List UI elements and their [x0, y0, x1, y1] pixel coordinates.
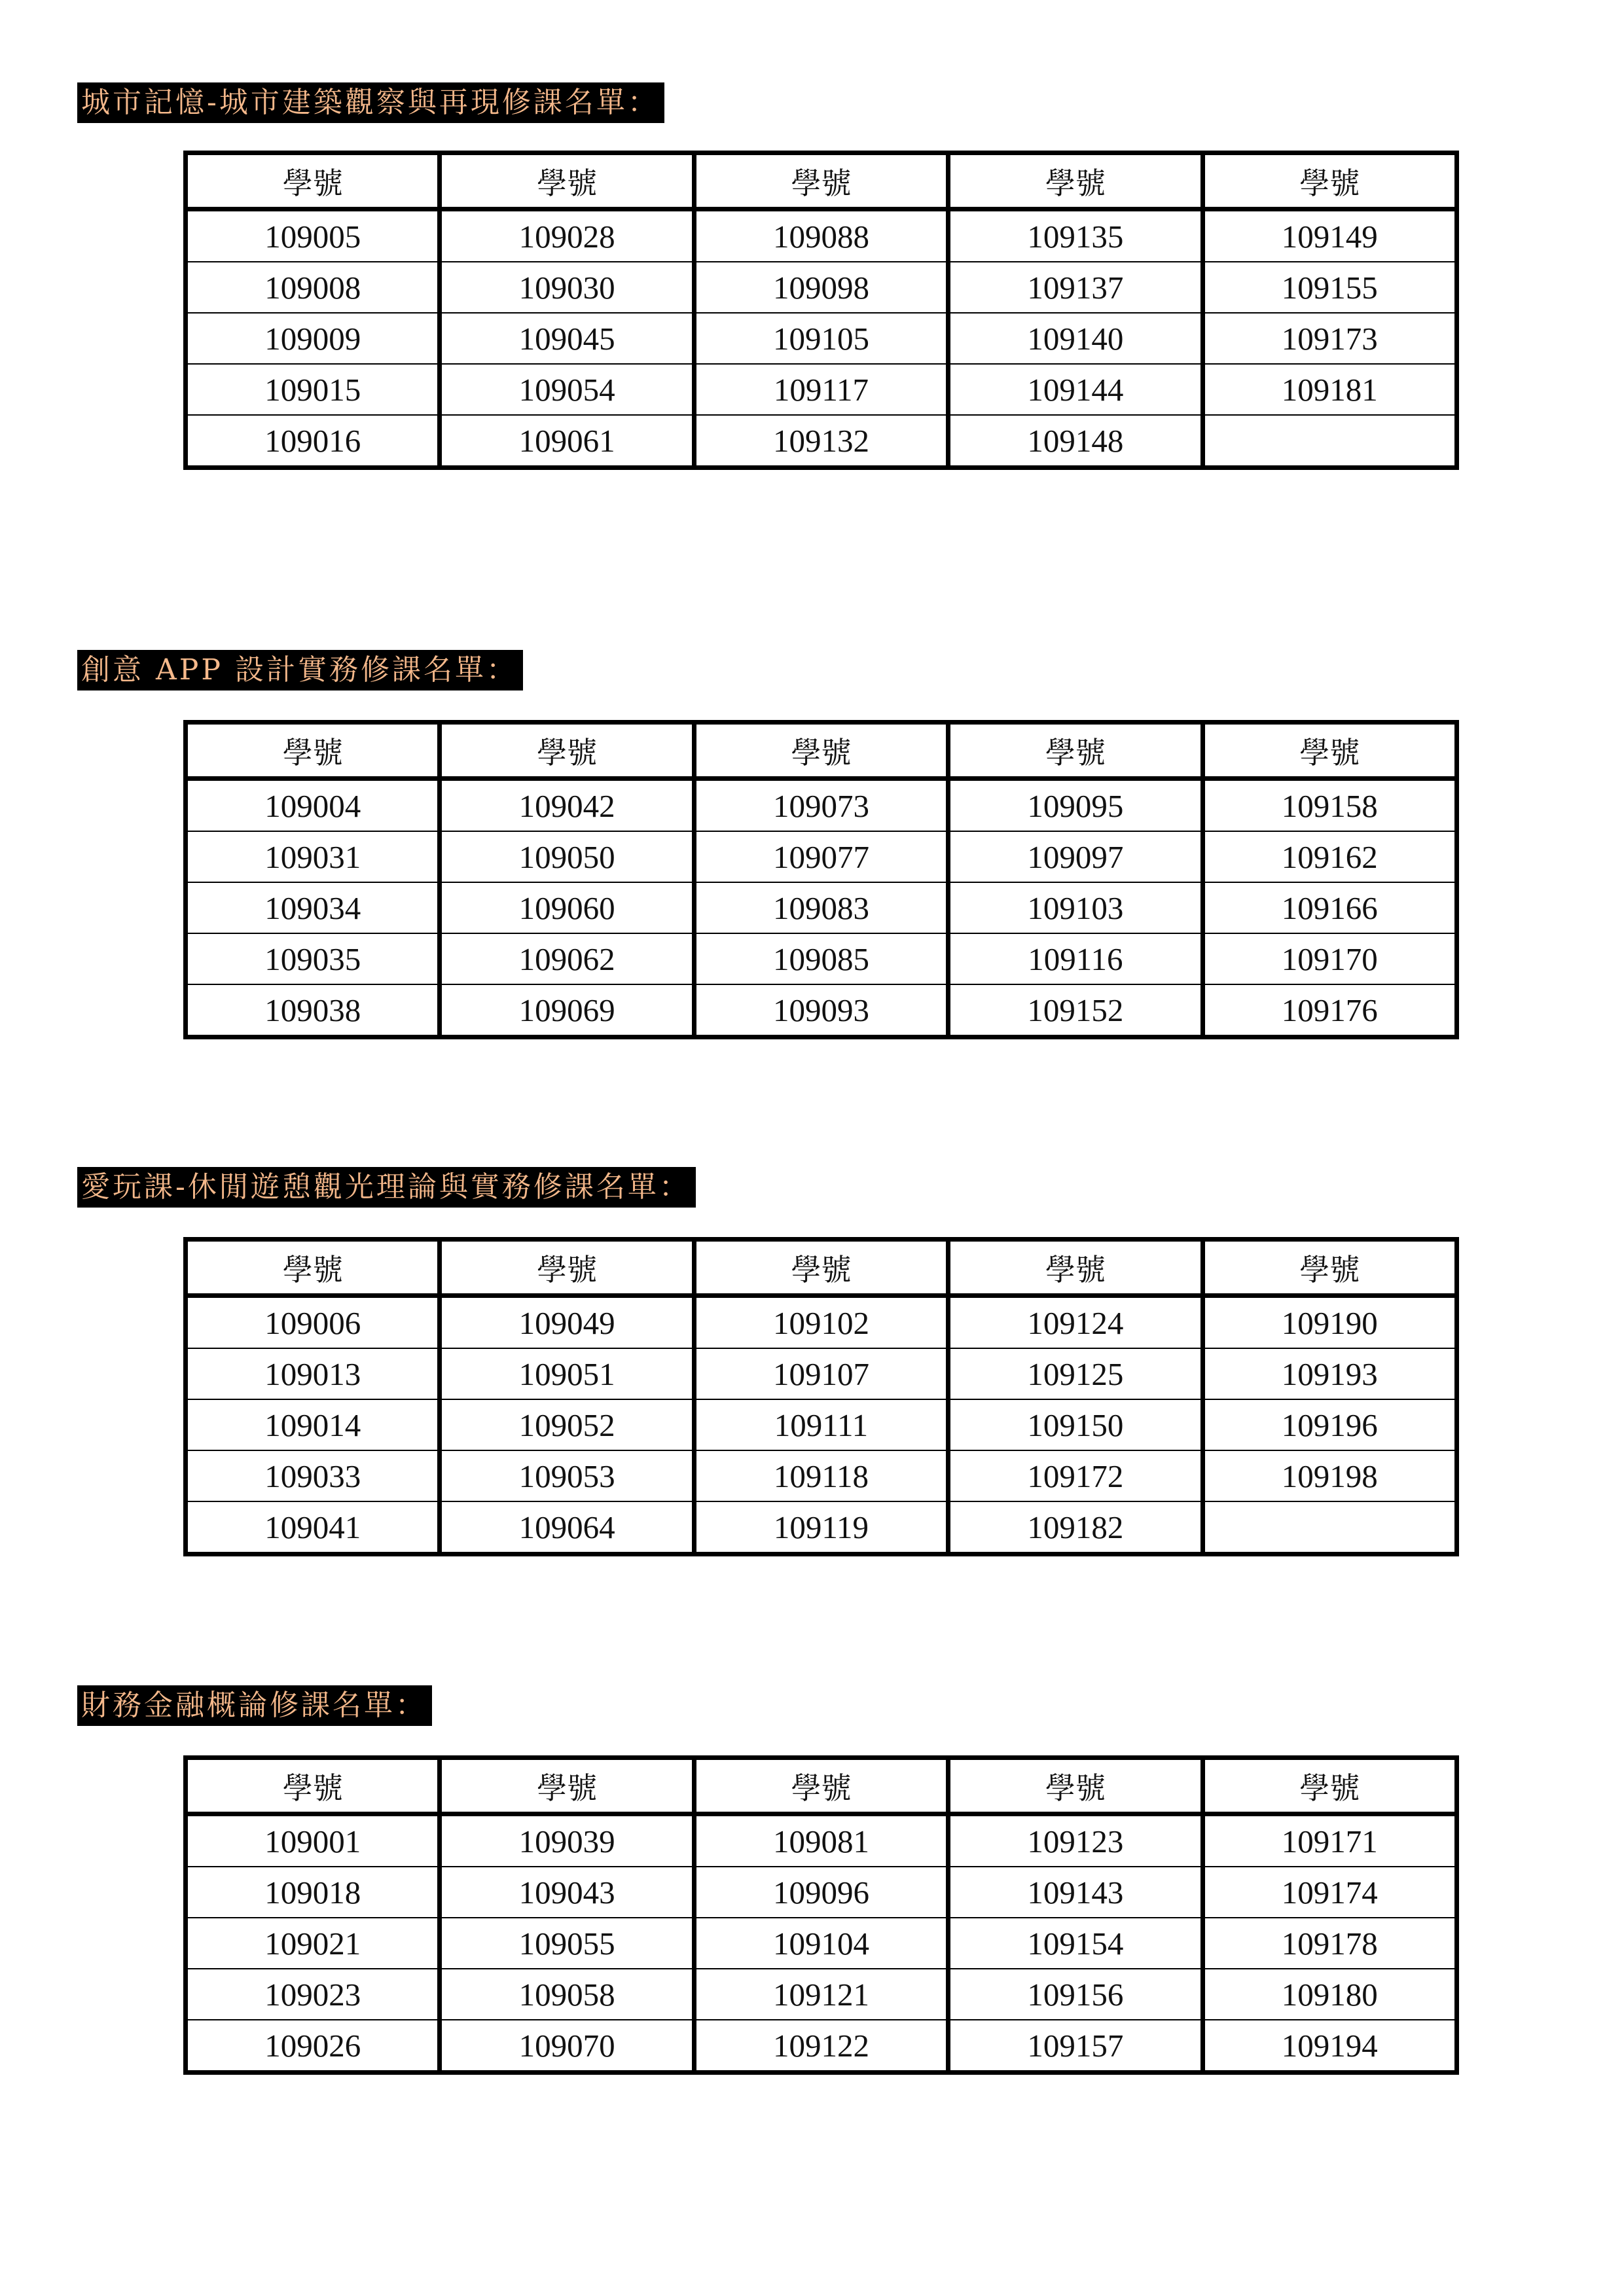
student-id-cell: 109045 — [440, 313, 694, 364]
student-id-cell: 109181 — [1202, 364, 1456, 415]
column-header: 學號 — [1202, 1240, 1456, 1296]
column-header: 學號 — [948, 1758, 1202, 1814]
header-row — [186, 1240, 1457, 1296]
student-id-cell: 109174 — [1202, 1867, 1456, 1918]
table-row — [186, 1918, 1457, 1969]
student-id-cell: 109004 — [264, 787, 361, 824]
section-title: 財務金融概論修課名單： — [77, 1685, 432, 1726]
student-id-cell: 109042 — [440, 779, 694, 832]
table-row — [186, 1501, 1457, 1554]
column-header: 學號 — [186, 153, 440, 209]
student-id-cell: 109033 — [186, 1450, 440, 1501]
table-row — [186, 262, 1457, 313]
column-header: 學號 — [1202, 1758, 1456, 1814]
student-id-cell: 109060 — [440, 882, 694, 933]
roster-table — [183, 720, 1459, 1039]
student-id-cell: 109051 — [440, 1348, 694, 1399]
student-id-cell: 109049 — [440, 1296, 694, 1349]
student-id-cell: 109050 — [440, 831, 694, 882]
student-id-cell: 109062 — [440, 933, 694, 984]
student-id-cell: 109190 — [1202, 1296, 1456, 1349]
student-id-cell: 109105 — [694, 313, 948, 364]
column-header: 學號 — [694, 1758, 948, 1814]
student-id-cell: 109178 — [1202, 1918, 1456, 1969]
student-id-cell: 109194 — [1202, 2020, 1456, 2073]
roster-table — [183, 1237, 1459, 1556]
student-id-cell: 109081 — [694, 1814, 948, 1867]
student-id-cell: 109132 — [694, 415, 948, 468]
student-id-cell: 109031 — [186, 831, 440, 882]
column-header: 學號 — [440, 153, 694, 209]
student-id-cell: 109058 — [440, 1969, 694, 2020]
student-id-cell: 109039 — [440, 1814, 694, 1867]
student-id-cell: 109124 — [948, 1296, 1202, 1349]
student-id-cell: 109172 — [948, 1450, 1202, 1501]
student-id-cell — [1202, 415, 1456, 468]
student-id-cell: 109088 — [694, 209, 948, 262]
column-header: 學號 — [186, 723, 440, 779]
student-id-cell: 109176 — [1202, 984, 1456, 1037]
student-id-cell: 109073 — [694, 779, 948, 832]
student-id-cell: 109018 — [186, 1867, 440, 1918]
student-id-cell: 109137 — [948, 262, 1202, 313]
student-id-cell: 109023 — [186, 1969, 440, 2020]
student-id-cell: 109085 — [694, 933, 948, 984]
student-id-cell: 109096 — [694, 1867, 948, 1918]
header-row — [186, 153, 1457, 209]
student-id-cell: 109155 — [1202, 262, 1456, 313]
student-id-cell: 109140 — [948, 313, 1202, 364]
table-row — [186, 2020, 1457, 2073]
table-row — [186, 1450, 1457, 1501]
table-row — [186, 1399, 1457, 1450]
student-id-cell: 109182 — [948, 1501, 1202, 1554]
column-header: 學號 — [1202, 723, 1456, 779]
student-id-cell: 109069 — [440, 984, 694, 1037]
table-row — [186, 364, 1457, 415]
student-id-cell: 109055 — [440, 1918, 694, 1969]
student-id-cell: 109102 — [694, 1296, 948, 1349]
student-id-cell: 109143 — [948, 1867, 1202, 1918]
student-id-cell: 109034 — [186, 882, 440, 933]
student-id-cell: 109053 — [440, 1450, 694, 1501]
student-id-cell: 109001 — [264, 1823, 361, 1859]
student-id-cell: 109152 — [948, 984, 1202, 1037]
student-id-cell: 109135 — [948, 209, 1202, 262]
column-header: 學號 — [694, 1240, 948, 1296]
student-id-cell: 109125 — [948, 1348, 1202, 1399]
column-header: 學號 — [440, 1758, 694, 1814]
table-row — [186, 1969, 1457, 2020]
student-id-cell: 109171 — [1202, 1814, 1456, 1867]
student-id-cell: 109157 — [948, 2020, 1202, 2073]
student-id-cell: 109093 — [694, 984, 948, 1037]
student-id-cell: 109166 — [1202, 882, 1456, 933]
student-id-cell: 109103 — [948, 882, 1202, 933]
student-id-cell: 109156 — [948, 1969, 1202, 2020]
student-id-cell: 109150 — [948, 1399, 1202, 1450]
column-header: 學號 — [694, 153, 948, 209]
student-id-cell: 109154 — [948, 1918, 1202, 1969]
column-header: 學號 — [948, 153, 1202, 209]
student-id-cell: 109026 — [186, 2020, 440, 2073]
student-id-cell: 109098 — [694, 262, 948, 313]
roster-table — [183, 151, 1459, 470]
column-header: 學號 — [1202, 153, 1456, 209]
student-id-cell: 109107 — [694, 1348, 948, 1399]
column-header: 學號 — [440, 723, 694, 779]
student-id-cell: 109035 — [186, 933, 440, 984]
student-id-cell: 109121 — [694, 1969, 948, 2020]
table-row — [186, 933, 1457, 984]
column-header: 學號 — [694, 723, 948, 779]
student-id-cell: 109118 — [694, 1450, 948, 1501]
student-id-cell: 109013 — [186, 1348, 440, 1399]
student-id-cell: 109117 — [694, 364, 948, 415]
student-id-cell: 109015 — [186, 364, 440, 415]
student-id-cell: 109008 — [186, 262, 440, 313]
student-id-cell: 109111 — [694, 1399, 948, 1450]
student-id-cell: 109014 — [186, 1399, 440, 1450]
student-id-cell: 109104 — [694, 1918, 948, 1969]
student-id-cell: 109097 — [948, 831, 1202, 882]
student-id-cell: 109052 — [440, 1399, 694, 1450]
table-row — [186, 1814, 1457, 1867]
student-id-cell: 109070 — [440, 2020, 694, 2073]
student-id-cell: 109005 — [264, 218, 361, 255]
student-id-cell: 109064 — [440, 1501, 694, 1554]
section-title: 城市記憶-城市建築觀察與再現修課名單： — [77, 82, 664, 123]
section-title: 創意 APP 設計實務修課名單： — [77, 650, 523, 691]
student-id-cell: 109016 — [186, 415, 440, 468]
student-id-cell: 109006 — [264, 1304, 361, 1341]
column-header: 學號 — [186, 1758, 440, 1814]
student-id-cell: 109162 — [1202, 831, 1456, 882]
column-header: 學號 — [440, 1240, 694, 1296]
table-row — [186, 415, 1457, 468]
table-row — [186, 779, 1457, 832]
student-id-cell: 109021 — [186, 1918, 440, 1969]
student-id-cell: 109158 — [1202, 779, 1456, 832]
column-header: 學號 — [186, 1240, 440, 1296]
student-id-cell: 109119 — [694, 1501, 948, 1554]
student-id-cell: 109173 — [1202, 313, 1456, 364]
header-row — [186, 723, 1457, 779]
student-id-cell: 109180 — [1202, 1969, 1456, 2020]
section-title: 愛玩課-休閒遊憩觀光理論與實務修課名單： — [77, 1167, 696, 1208]
table-row — [186, 209, 1457, 262]
table-row — [186, 984, 1457, 1037]
student-id-cell: 109028 — [440, 209, 694, 262]
student-id-cell: 109170 — [1202, 933, 1456, 984]
student-id-cell: 109041 — [186, 1501, 440, 1554]
table-row — [186, 1867, 1457, 1918]
student-id-cell: 109123 — [948, 1814, 1202, 1867]
student-id-cell: 109148 — [948, 415, 1202, 468]
table-row — [186, 831, 1457, 882]
student-id-cell: 109196 — [1202, 1399, 1456, 1450]
table-row — [186, 882, 1457, 933]
column-header: 學號 — [948, 1240, 1202, 1296]
column-header: 學號 — [948, 723, 1202, 779]
student-id-cell: 109009 — [186, 313, 440, 364]
student-id-cell: 109149 — [1202, 209, 1456, 262]
student-id-cell: 109095 — [948, 779, 1202, 832]
student-id-cell: 109043 — [440, 1867, 694, 1918]
table-row — [186, 313, 1457, 364]
student-id-cell: 109054 — [440, 364, 694, 415]
student-id-cell: 109083 — [694, 882, 948, 933]
header-row — [186, 1758, 1457, 1814]
student-id-cell: 109038 — [186, 984, 440, 1037]
student-id-cell — [1202, 1501, 1456, 1554]
student-id-cell: 109193 — [1202, 1348, 1456, 1399]
student-id-cell: 109198 — [1202, 1450, 1456, 1501]
student-id-cell: 109030 — [440, 262, 694, 313]
roster-table — [183, 1755, 1459, 2075]
student-id-cell: 109116 — [948, 933, 1202, 984]
table-row — [186, 1348, 1457, 1399]
student-id-cell: 109144 — [948, 364, 1202, 415]
student-id-cell: 109122 — [694, 2020, 948, 2073]
student-id-cell: 109061 — [440, 415, 694, 468]
table-row — [186, 1296, 1457, 1349]
student-id-cell: 109077 — [694, 831, 948, 882]
